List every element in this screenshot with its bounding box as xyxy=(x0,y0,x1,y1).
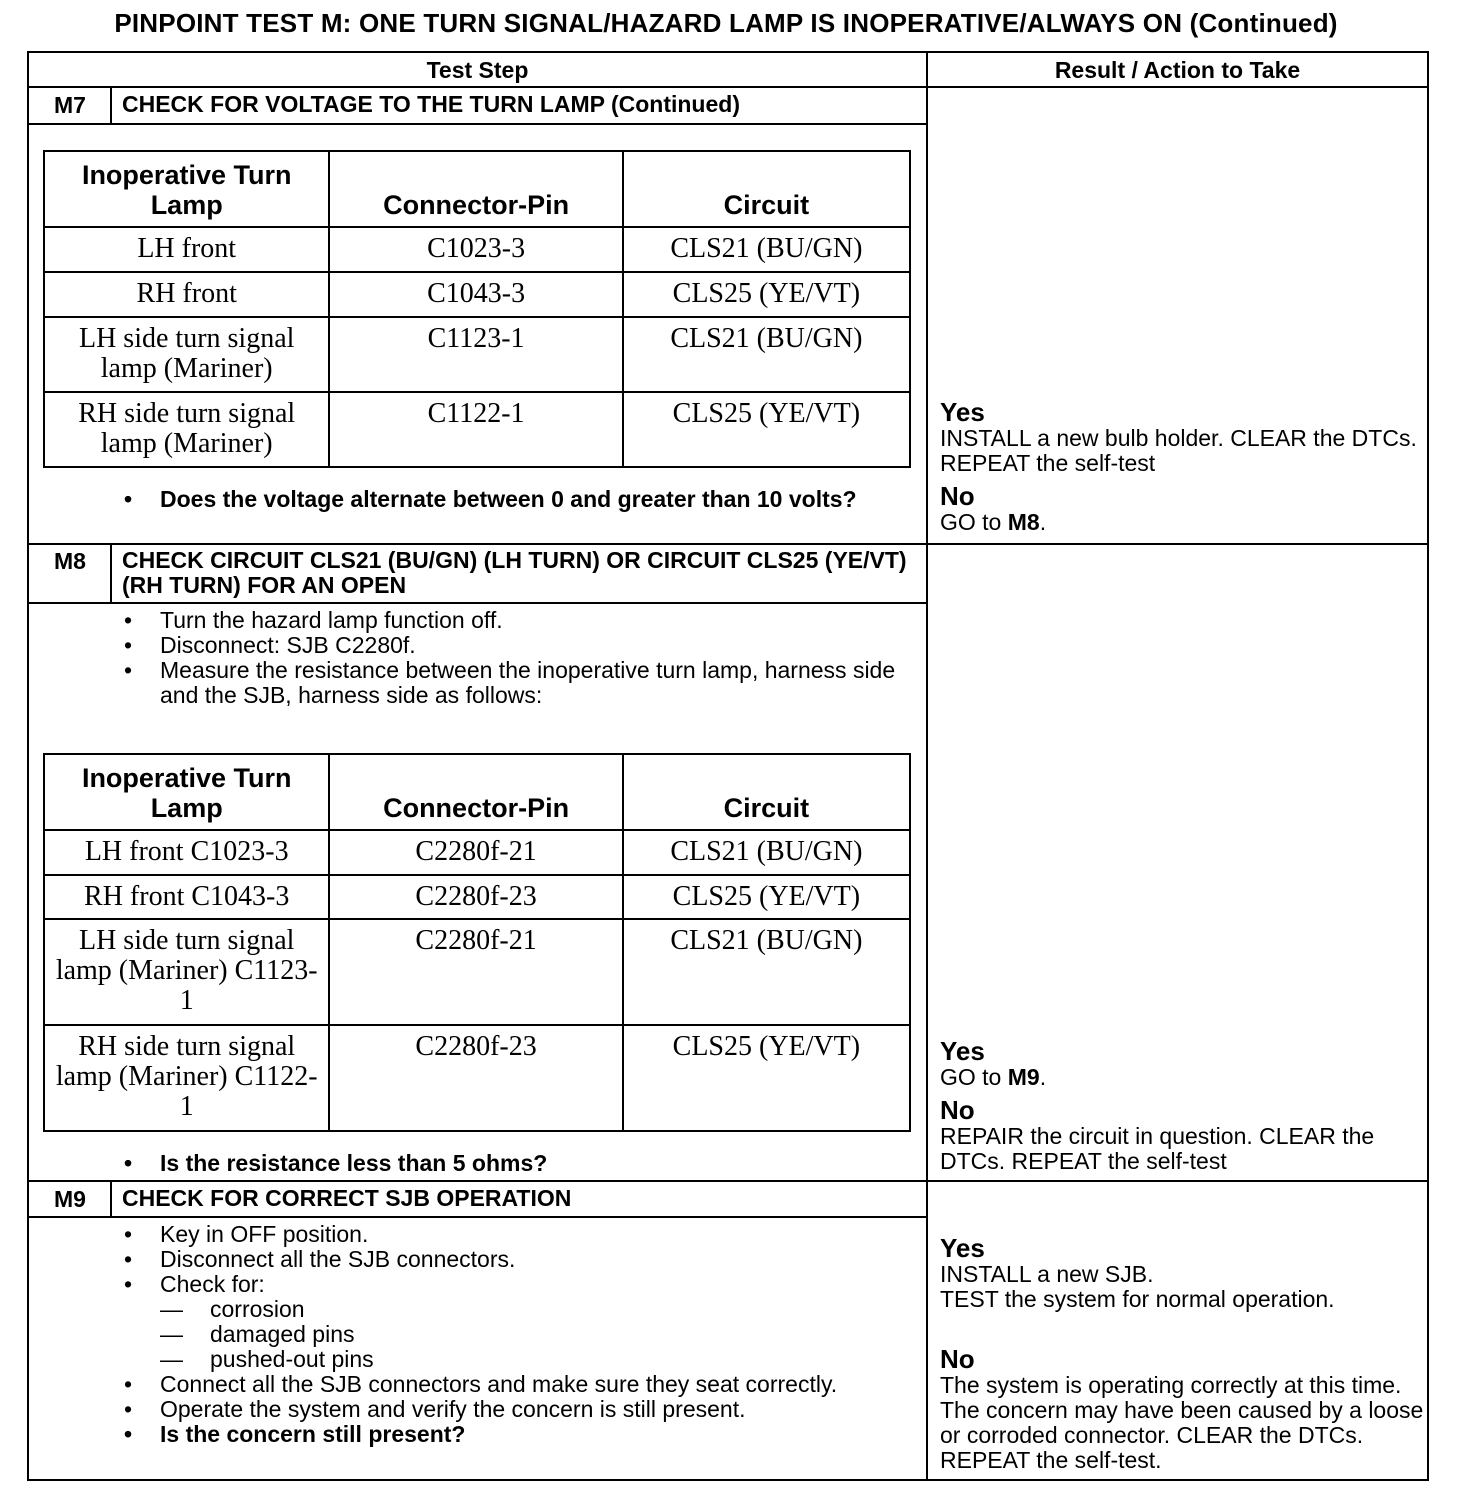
bullet-icon: • xyxy=(123,1150,133,1176)
m8-result xyxy=(940,1037,1426,1174)
table-cell: C1122-1 xyxy=(329,392,622,467)
question-text: Is the resistance less than 5 ohms? xyxy=(160,1150,548,1176)
bullet-icon: • xyxy=(123,1221,133,1247)
table-cell: RH front xyxy=(44,272,329,317)
sub-item-text: corrosion xyxy=(210,1296,305,1322)
no-action-text: GO to xyxy=(940,509,1002,535)
table-cell: CLS25 (YE/VT) xyxy=(623,1025,910,1131)
yes-label: Yes xyxy=(940,397,985,427)
step-text: Disconnect all the SJB connectors. xyxy=(160,1246,516,1272)
no-label: No xyxy=(940,481,975,511)
yes-label: Yes xyxy=(940,1036,985,1066)
yes-action-line: INSTALL a new SJB. xyxy=(940,1261,1154,1287)
table-cell: CLS25 (YE/VT) xyxy=(623,392,910,467)
bullet-icon: • xyxy=(123,657,133,683)
question-text: Is the concern still present? xyxy=(160,1421,466,1447)
m8-connector-table xyxy=(43,753,911,1132)
result-header: Result / Action to Take xyxy=(1054,57,1301,83)
yes-action-line: TEST the system for normal operation. xyxy=(940,1286,1335,1312)
m7-step-id: M7 xyxy=(54,92,86,118)
table-row xyxy=(44,875,910,919)
table-cell: CLS25 (YE/VT) xyxy=(623,272,910,317)
bullet-icon: • xyxy=(123,1371,133,1397)
m8-question-list xyxy=(118,1151,918,1176)
step-text: Turn the hazard lamp function off. xyxy=(160,607,503,633)
step-text: Check for: xyxy=(160,1271,265,1297)
table-cell: LH side turn signal lamp (Mariner) xyxy=(44,317,329,392)
list-item xyxy=(118,1222,918,1247)
dash-icon: — xyxy=(160,1296,183,1322)
table-cell: LH front C1023-3 xyxy=(44,830,329,875)
bullet-icon: • xyxy=(123,607,133,633)
dash-icon: — xyxy=(160,1346,183,1372)
list-item xyxy=(118,633,918,658)
table-cell: C2280f-23 xyxy=(329,875,622,919)
m9-step-list xyxy=(118,1222,918,1447)
table-cell: CLS21 (BU/GN) xyxy=(623,919,910,1025)
table-cell: LH side turn signal lamp (Mariner) C1123-1 xyxy=(44,919,329,1025)
punctuation: . xyxy=(1039,509,1047,535)
table-cell: LH front xyxy=(44,227,329,272)
m9-result xyxy=(940,1234,1426,1473)
m8-step-id: M8 xyxy=(54,548,86,574)
test-step-header: Test Step xyxy=(426,57,529,83)
m7-question-list xyxy=(118,487,918,512)
bullet-icon: • xyxy=(123,486,133,512)
m8-step-title: CHECK CIRCUIT CLS21 (BU/GN) (LH TURN) OR CIRCUIT CLS25 (YE/VT) (RH TURN) FOR AN OPEN xyxy=(122,547,907,598)
no-action: REPAIR the circuit in question. CLEAR the DTCs. REPEAT the self-test xyxy=(940,1123,1375,1174)
m7-result xyxy=(940,398,1426,535)
step-text: Measure the resistance between the inoperative turn lamp, harness side and the SJB, harness side as follows: xyxy=(160,657,896,708)
sub-item-text: damaged pins xyxy=(210,1321,355,1347)
list-item xyxy=(118,1397,918,1422)
m8-title-rule xyxy=(27,602,928,604)
yes-action-text: GO to xyxy=(940,1064,1002,1090)
table-cell: CLS21 (BU/GN) xyxy=(623,317,910,392)
table-header: Connector-Pin xyxy=(329,151,622,227)
m7-title-rule xyxy=(27,123,928,125)
table-header: Connector-Pin xyxy=(329,754,622,830)
dash-icon: — xyxy=(160,1321,183,1347)
no-action: The system is operating correctly at this time. The concern may have been caused by a loose or corroded connector. CLEAR the DTCs. REPEAT the self-test. xyxy=(940,1372,1424,1473)
sub-list-item xyxy=(118,1347,918,1372)
m9-question xyxy=(118,1422,918,1447)
table-header: Inoperative Turn Lamp xyxy=(44,754,329,830)
table-cell: C1023-3 xyxy=(329,227,622,272)
table-row xyxy=(44,830,910,875)
bullet-icon: • xyxy=(123,1246,133,1272)
list-item xyxy=(118,1272,918,1297)
column-divider xyxy=(926,51,928,1481)
table-cell: RH side turn signal lamp (Mariner) C1122-1 xyxy=(44,1025,329,1131)
table-cell: C1123-1 xyxy=(329,317,622,392)
m7-connector-table xyxy=(43,150,911,468)
punctuation: . xyxy=(1039,1064,1047,1090)
table-cell: CLS21 (BU/GN) xyxy=(623,227,910,272)
sub-list-item xyxy=(118,1322,918,1347)
bullet-icon: • xyxy=(123,1396,133,1422)
table-cell: RH front C1043-3 xyxy=(44,875,329,919)
table-row xyxy=(44,317,910,392)
bullet-icon: • xyxy=(123,1271,133,1297)
table-row xyxy=(44,919,910,1025)
sub-item-text: pushed-out pins xyxy=(210,1346,374,1372)
m9-step-id: M9 xyxy=(54,1186,86,1212)
yes-action xyxy=(940,1065,1426,1090)
step-link[interactable]: M9 xyxy=(1007,1064,1040,1090)
table-header: Inoperative Turn Lamp xyxy=(44,151,329,227)
table-cell: C2280f-21 xyxy=(329,919,622,1025)
m8-step-list xyxy=(118,608,918,708)
m8-bottom-rule xyxy=(27,1180,1429,1182)
m7-step-title: CHECK FOR VOLTAGE TO THE TURN LAMP (Continued) xyxy=(122,91,740,117)
list-item xyxy=(118,1372,918,1397)
page-title: PINPOINT TEST M: ONE TURN SIGNAL/HAZARD LAMP IS INOPERATIVE/ALWAYS ON (Continued) xyxy=(114,8,1338,38)
table-header: Circuit xyxy=(623,151,910,227)
no-label: No xyxy=(940,1095,975,1125)
m7-question xyxy=(118,487,918,512)
table-cell: C2280f-21 xyxy=(329,830,622,875)
table-row xyxy=(44,227,910,272)
m9-title-rule xyxy=(27,1216,928,1218)
table-row xyxy=(44,272,910,317)
table-header: Circuit xyxy=(623,754,910,830)
table-row xyxy=(44,392,910,467)
no-label: No xyxy=(940,1344,975,1374)
table-cell: C1043-3 xyxy=(329,272,622,317)
step-text: Key in OFF position. xyxy=(160,1221,369,1247)
no-action xyxy=(940,510,1426,535)
step-text: Operate the system and verify the concern is still present. xyxy=(160,1396,746,1422)
question-text: Does the voltage alternate between 0 and greater than 10 volts? xyxy=(160,486,857,512)
yes-label: Yes xyxy=(940,1233,985,1263)
m8-question xyxy=(118,1151,918,1176)
table-row xyxy=(44,1025,910,1131)
table-cell: CLS25 (YE/VT) xyxy=(623,875,910,919)
step-text: Disconnect: SJB C2280f. xyxy=(160,632,416,658)
list-item xyxy=(118,608,918,633)
step-text: Connect all the SJB connectors and make sure they seat correctly. xyxy=(160,1371,838,1397)
bullet-icon: • xyxy=(123,1421,133,1447)
list-item xyxy=(118,658,918,708)
yes-action: INSTALL a new bulb holder. CLEAR the DTCs. REPEAT the self-test xyxy=(940,425,1417,476)
table-cell: CLS21 (BU/GN) xyxy=(623,830,910,875)
m9-step-title: CHECK FOR CORRECT SJB OPERATION xyxy=(122,1185,572,1211)
step-link[interactable]: M8 xyxy=(1007,509,1040,535)
list-item xyxy=(118,1247,918,1272)
sub-list-item xyxy=(118,1297,918,1322)
bullet-icon: • xyxy=(123,632,133,658)
table-cell: RH side turn signal lamp (Mariner) xyxy=(44,392,329,467)
table-cell: C2280f-23 xyxy=(329,1025,622,1131)
m7-bottom-rule xyxy=(27,543,1429,545)
